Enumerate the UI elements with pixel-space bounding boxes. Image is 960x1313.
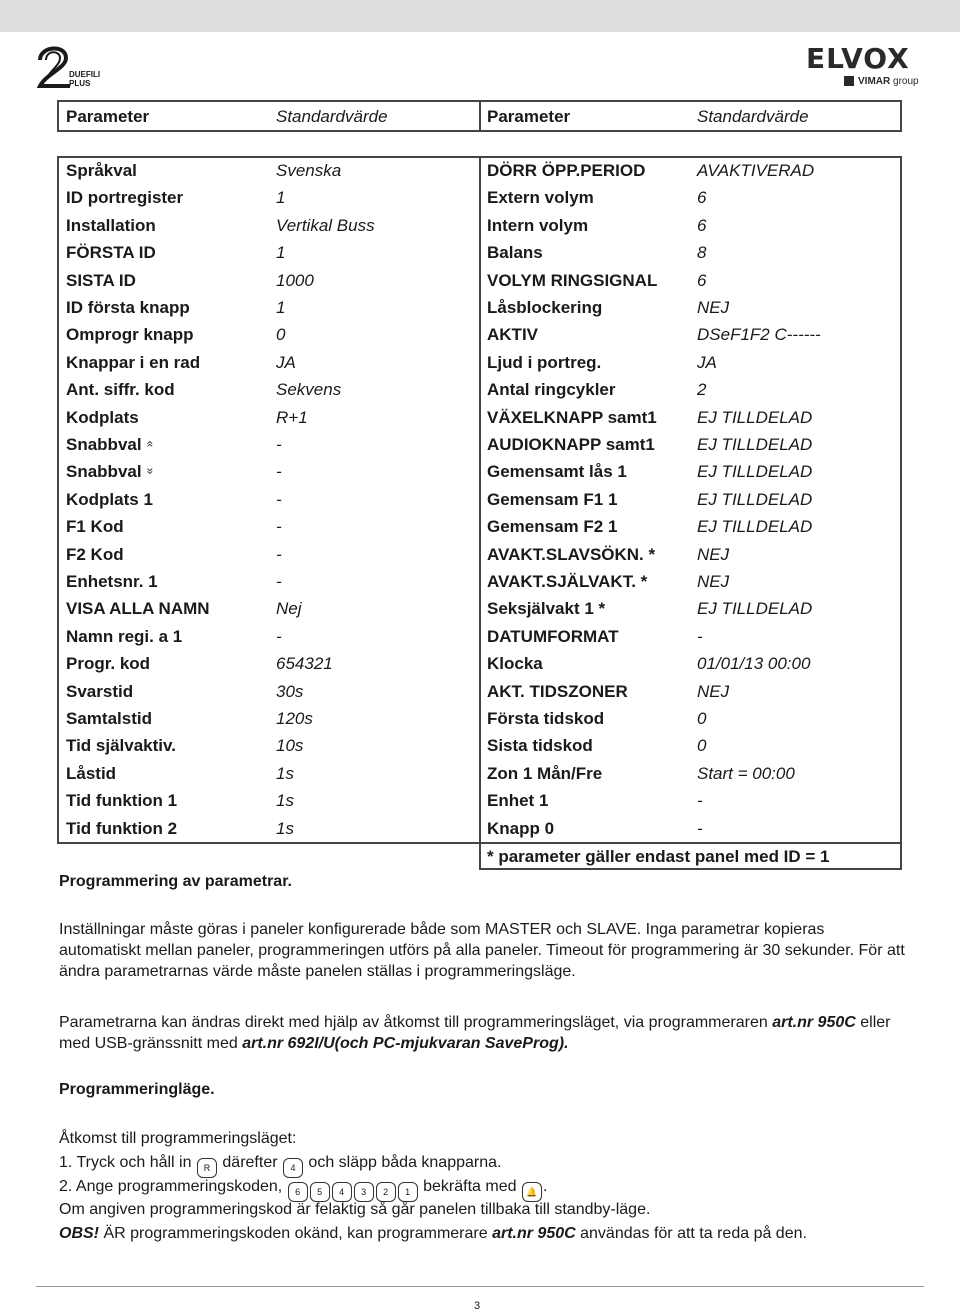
left-param-value: 1	[276, 298, 286, 317]
right-param-label: DÖRR ÖPP.PERIOD	[487, 161, 646, 180]
header-col-parameter-right: Parameter	[487, 107, 571, 126]
right-param-label: Gemensamt lås 1	[487, 462, 627, 481]
left-param-label: VISA ALLA NAMN	[66, 599, 210, 618]
left-param-label: Progr. kod	[66, 654, 151, 673]
right-param-value: 8	[697, 243, 707, 262]
right-param-label: Gemensam F2 1	[487, 517, 618, 536]
right-param-value: -	[697, 791, 703, 810]
left-param-label: Installation	[66, 216, 156, 235]
key-r-icon: R	[197, 1158, 217, 1178]
step1-text-a: 1. Tryck och håll in	[59, 1154, 196, 1171]
right-param-value: 2	[697, 380, 707, 399]
right-param-value: NEJ	[697, 682, 730, 701]
left-param-value: Svenska	[276, 161, 342, 180]
left-param-label: Knappar i en rad	[66, 353, 201, 372]
header-col-default-left: Standardvärde	[276, 107, 388, 126]
footnote-text: * parameter gäller endast panel med ID = 1	[487, 847, 830, 866]
right-param-value: 01/01/13 00:00	[697, 654, 811, 673]
left-param-label: Tid funktion 2	[66, 819, 178, 838]
right-param-value: 6	[697, 188, 707, 207]
key-1-icon: 1	[398, 1182, 418, 1202]
section-title-programming-mode: Programmeringläge.	[59, 1081, 215, 1098]
vimar-logo-text	[858, 76, 919, 87]
duefili-logo-text: DUEFILI PLUS	[69, 70, 101, 88]
obs-text-c: användas för att ta reda på den.	[575, 1225, 807, 1242]
right-param-value: NEJ	[697, 298, 730, 317]
right-param-label: Enhet 1	[487, 791, 549, 810]
access-wrong-code: Om angiven programmeringskod är felaktig så går panelen tillbaka till standby-läge.	[59, 1201, 651, 1218]
left-param-label: FÖRSTA ID	[66, 243, 156, 262]
right-param-label: AKTIV	[487, 325, 538, 344]
key-6-icon: 6	[288, 1182, 308, 1202]
left-param-value: -	[276, 572, 282, 591]
access-obs	[59, 1223, 909, 1244]
page-number: 3	[474, 1300, 481, 1312]
right-param-label: VÄXELKNAPP samt1	[487, 408, 657, 427]
right-param-label: Intern volym	[487, 216, 589, 235]
right-param-label: Sista tidskod	[487, 736, 593, 755]
page-top-band	[0, 0, 960, 32]
right-param-label: Knapp 0	[487, 819, 555, 838]
vimar-group-word: group	[893, 76, 919, 87]
bell-key-icon: 🔔	[522, 1182, 542, 1202]
right-param-value: NEJ	[697, 545, 730, 564]
left-param-label: Kodplats 1	[66, 490, 153, 509]
right-param-value: -	[697, 819, 703, 838]
elvox-logo	[806, 42, 926, 88]
header-col-default-right: Standardvärde	[697, 107, 809, 126]
left-param-label: F1 Kod	[66, 517, 124, 536]
left-param-label: Ant. siffr. kod	[66, 380, 175, 399]
left-param-value: -	[276, 545, 282, 564]
right-param-label: Antal ringcykler	[487, 380, 616, 399]
right-param-value: 0	[697, 709, 707, 728]
right-param-value: EJ TILLDELAD	[697, 435, 813, 454]
left-param-value: 120s	[276, 709, 313, 728]
right-param-value: NEJ	[697, 572, 730, 591]
obs-label: OBS!	[59, 1225, 99, 1242]
left-param-label: Snabbval	[66, 462, 142, 481]
left-param-value: JA	[276, 353, 296, 372]
left-param-value: 1000	[276, 271, 314, 290]
left-param-value: 1s	[276, 764, 294, 783]
right-param-label: Klocka	[487, 654, 543, 673]
left-param-value: 1	[276, 188, 286, 207]
paragraph-programmer-art-692: art.nr 692I/U(och PC-mjukvaran SaveProg).	[242, 1035, 569, 1052]
key-3-icon: 3	[354, 1182, 374, 1202]
right-param-value: -	[697, 627, 703, 646]
right-param-value: JA	[697, 353, 717, 372]
left-param-value: -	[276, 462, 282, 481]
access-intro: Åtkomst till programmeringsläget:	[59, 1130, 297, 1147]
right-param-label: Balans	[487, 243, 543, 262]
left-param-value: 1	[276, 243, 286, 262]
left-param-label: Tid funktion 1	[66, 791, 178, 810]
right-param-value: 6	[697, 271, 707, 290]
paragraph-settings: Inställningar måste göras i paneler konfigurerade både som MASTER och SLAVE. Inga parametrar kopieras automatiskt mellan paneler, programmeringen utförs på alla paneler. Timeout för programmering är 30 sekunder. För att ändra parametrarnas värde måste panelen ställas i programmeringsläge.	[59, 921, 905, 980]
right-param-value: EJ TILLDELAD	[697, 517, 813, 536]
left-param-value: -	[276, 627, 282, 646]
right-param-value: EJ TILLDELAD	[697, 462, 813, 481]
left-param-value: Sekvens	[276, 380, 342, 399]
key-2-icon: 2	[376, 1182, 396, 1202]
left-param-label: Språkval	[66, 161, 137, 180]
table-header-divider	[479, 100, 481, 132]
right-param-label: AVAKT.SLAVSÖKN. *	[487, 545, 656, 564]
right-param-label: VOLYM RINGSIGNAL	[487, 271, 658, 290]
left-param-label: Samtalstid	[66, 709, 152, 728]
obs-art-950c: art.nr 950C	[492, 1225, 576, 1242]
left-param-value: R+1	[276, 408, 308, 427]
key-5-icon: 5	[310, 1182, 330, 1202]
right-param-label: AUDIOKNAPP samt1	[487, 435, 655, 454]
right-param-label: AVAKT.SJÄLVAKT. *	[487, 572, 648, 591]
right-param-label: Extern volym	[487, 188, 594, 207]
left-param-value: Nej	[276, 599, 302, 618]
right-param-label: Första tidskod	[487, 709, 605, 728]
left-param-label: ID första knapp	[66, 298, 190, 317]
left-param-label: Svarstid	[66, 682, 134, 701]
header-col-parameter-left: Parameter	[66, 107, 150, 126]
left-param-label: SISTA ID	[66, 271, 136, 290]
left-param-value: -	[276, 490, 282, 509]
left-param-value: 1s	[276, 819, 294, 838]
right-param-label: DATUMFORMAT	[487, 627, 619, 646]
right-param-label: Låsblockering	[487, 298, 603, 317]
step1-text-c: och släpp båda knapparna.	[303, 1154, 502, 1171]
left-param-value: -	[276, 435, 282, 454]
step2-text-a: 2. Ange programmeringskoden,	[59, 1178, 287, 1195]
right-param-label: Zon 1 Mån/Fre	[487, 764, 603, 783]
right-param-label: Ljud i portreg.	[487, 353, 602, 372]
parameter-table-divider	[479, 156, 481, 844]
left-param-label: F2 Kod	[66, 545, 124, 564]
left-param-value: 1s	[276, 791, 294, 810]
left-param-label: Låstid	[66, 764, 117, 783]
paragraph-programmer-art-950c: art.nr 950C	[772, 1014, 856, 1031]
left-param-label: ID portregister	[66, 188, 184, 207]
step2-text-b: bekräfta med	[418, 1178, 521, 1195]
paragraph-programmer-text-c: eller med USB-gränssnitt med	[59, 1014, 891, 1052]
footer-rule	[36, 1286, 924, 1287]
right-param-label: Seksjälvakt 1 *	[487, 599, 606, 618]
left-param-value: 654321	[276, 654, 333, 673]
right-param-value: EJ TILLDELAD	[697, 599, 813, 618]
right-param-label: AKT. TIDSZONER	[487, 682, 628, 701]
right-param-value: EJ TILLDELAD	[697, 490, 813, 509]
right-param-value: 0	[697, 736, 707, 755]
key-4-icon: 4	[332, 1182, 352, 1202]
left-param-label: Kodplats	[66, 408, 139, 427]
left-param-value: 30s	[276, 682, 304, 701]
vimar-mark-icon	[844, 76, 854, 86]
right-param-value: DSeF1F2 C------	[697, 325, 821, 344]
left-param-label: Enhetsnr. 1	[66, 572, 158, 591]
obs-text-a: ÄR programmeringskoden okänd, kan programmerare	[99, 1225, 493, 1242]
section-title-parameters: Programmering av parametrar.	[59, 873, 292, 890]
left-param-label: Omprogr knapp	[66, 325, 194, 344]
left-param-value: -	[276, 517, 282, 536]
paragraph-programmer	[59, 1012, 909, 1054]
elvox-logo-text: ELVOX	[806, 42, 910, 75]
left-param-label: Tid självaktiv.	[66, 736, 176, 755]
vimar-word: VIMAR	[858, 76, 891, 87]
access-step-1	[59, 1152, 909, 1178]
left-param-label: Snabbval	[66, 435, 142, 454]
left-param-value: Vertikal Buss	[276, 216, 375, 235]
left-param-value: 0	[276, 325, 286, 344]
duefili-logo	[36, 42, 106, 90]
right-param-value: AVAKTIVERAD	[697, 161, 815, 180]
key-4-icon: 4	[283, 1158, 303, 1178]
left-param-value: 10s	[276, 736, 304, 755]
right-param-value: Start = 00:00	[697, 764, 795, 783]
left-param-label: Namn regi. a 1	[66, 627, 183, 646]
step1-text-b: därefter	[217, 1154, 282, 1171]
double-chevron-up-icon: «	[143, 440, 158, 448]
step2-text-c: .	[542, 1178, 548, 1195]
right-param-value: EJ TILLDELAD	[697, 408, 813, 427]
right-param-label: Gemensam F1 1	[487, 490, 618, 509]
paragraph-programmer-text-a: Parametrarna kan ändras direkt med hjälp av åtkomst till programmeringsläget, via programmeraren	[59, 1014, 773, 1031]
right-param-value: 6	[697, 216, 707, 235]
double-chevron-down-icon: »	[143, 467, 158, 475]
